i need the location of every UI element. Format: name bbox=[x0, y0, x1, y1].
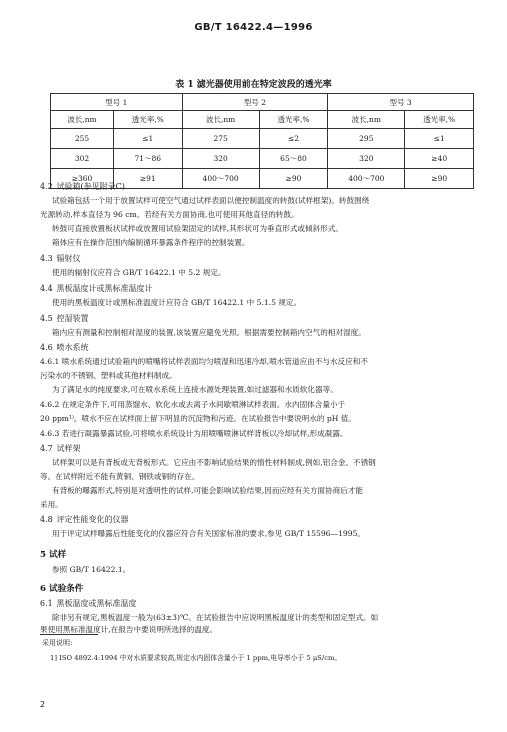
section-title: 辐射仪 bbox=[56, 254, 81, 263]
table-cell: ≥40 bbox=[405, 149, 474, 169]
column-header-wavelength: 波长,nm bbox=[182, 111, 259, 129]
section-4-7-line: 试样架可以是有背板或无背板形式。它应由不影响试验结果的惰性材料制成,例如,铝合金、不锈钢 bbox=[52, 458, 376, 467]
section-6-1-line: 除非另有规定,黑板温度一般为(63±3)℃。在试验报告中应说明黑板温度计的类型和固定型式。如 bbox=[52, 613, 379, 622]
column-header-transmittance: 透光率,% bbox=[405, 111, 474, 129]
table-cell: 302 bbox=[51, 149, 114, 169]
section-number: 4.7 bbox=[40, 444, 53, 453]
table-cell: 400～700 bbox=[328, 169, 405, 189]
section-4-7-line: 采用。 bbox=[40, 500, 63, 509]
table-cell: ≤2 bbox=[259, 129, 328, 149]
section-title: 试样 bbox=[48, 550, 67, 560]
section-4-7-line: 等。在试样附近不能有黄铜、钢铁或铜的存在。 bbox=[40, 472, 200, 481]
section-number: 4.6 bbox=[40, 343, 53, 352]
section-4-3-line: 使用的辐射仪应符合 GB/T 16422.1 中 5.2 规定。 bbox=[52, 268, 226, 277]
section-number: 4.8 bbox=[40, 515, 53, 524]
section-4-2-line: 光源转动,样本直径为 96 cm。若经有关方面协商,也可使用其他直径的转鼓。 bbox=[40, 210, 299, 219]
section-4-2-line: 箱体应有在操作范围内编制循环暴露条件程序的控制装置。 bbox=[52, 238, 250, 247]
section-title: 试验箱(参见附录C) bbox=[56, 182, 125, 191]
section-4-8-line: 用于评定试样曝露后性能变化的仪器应符合有关国家标准的要求,参见 GB/T 15596—1995。 bbox=[52, 529, 365, 538]
table-row bbox=[51, 129, 474, 149]
section-4-2-heading bbox=[40, 181, 125, 192]
section-4-6-1-line: 污染水的不锈钢、塑料或其他材料制成。 bbox=[40, 371, 177, 380]
table-cell: 400～700 bbox=[182, 169, 259, 189]
section-4-4-line: 使用的黑板温度计或黑标准温度计应符合 GB/T 16422.1 中 5.1.5 规定。 bbox=[52, 298, 302, 307]
section-4-2-line: 转鼓可直接放置板状试样或放置用试验架固定的试样,其形状可为垂直形式或倾斜形式。 bbox=[52, 224, 343, 233]
section-4-4-heading bbox=[40, 283, 153, 294]
section-number: 4.4 bbox=[40, 284, 53, 293]
section-text: 在规定条件下,可用蒸馏水、软化水或去离子水间歇喷淋试样表面。水内固体含量小于 bbox=[61, 400, 346, 409]
section-4-6-1-line: 为了满足水的纯度要求,可在喷水系统上连接水源处理装置,如过滤器和水质软化器等。 bbox=[52, 385, 338, 394]
table-cell: 275 bbox=[182, 129, 259, 149]
section-text: 若进行凝露暴露试验,可将喷水系统设计为用喷嘴喷淋试样背板以冷却试样,形成凝露。 bbox=[61, 429, 348, 438]
section-title: 控湿装置 bbox=[56, 314, 89, 323]
section-4-6-2-line: 20 ppm¹⁾。喷水不应在试样面上留下明显的沉淀物和污迹。在试验报告中要说明水的 pH 值。 bbox=[40, 414, 356, 423]
section-number: 6.1 bbox=[40, 599, 53, 608]
column-header-wavelength: 波长,nm bbox=[328, 111, 405, 129]
table-cell: ≤1 bbox=[113, 129, 182, 149]
standard-code-header: GB/T 16422.4—1996 bbox=[194, 22, 313, 33]
section-4-2-line: 试验箱包括一个用于放置试样可使空气通过试样表面以便控制温度的转鼓(试样框架)。转鼓围绕 bbox=[52, 196, 370, 205]
section-title: 喷水系统 bbox=[56, 343, 89, 352]
section-4-3-heading bbox=[40, 253, 81, 264]
section-4-7-heading bbox=[40, 443, 81, 454]
section-4-6-1-first-line bbox=[40, 356, 368, 367]
section-4-8-heading bbox=[40, 514, 129, 525]
section-number: 4.6.2 bbox=[40, 400, 60, 409]
footnote-heading: 采用说明: bbox=[42, 639, 73, 647]
section-6-heading bbox=[40, 582, 83, 594]
section-number: 4.3 bbox=[40, 254, 53, 263]
section-title: 黑板温度或黑标准温度 bbox=[56, 599, 137, 608]
section-number: 6 bbox=[40, 584, 46, 594]
filter-transmittance-table bbox=[50, 93, 474, 189]
section-4-6-heading bbox=[40, 342, 89, 353]
section-4-7-line: 有背板的曝露形式,特别是对透明性的试样,可能会影响试验结果,因而应经有关方面协商后才能 bbox=[52, 486, 363, 495]
table-cell: 320 bbox=[328, 149, 405, 169]
section-4-5-line: 箱内应有测量和控制相对湿度的装置,该装置应避免光照。根据需要控制箱内空气的相对湿度。 bbox=[52, 328, 366, 337]
section-title: 评定性能变化的仪器 bbox=[56, 515, 129, 524]
table-cell: 320 bbox=[182, 149, 259, 169]
section-number: 4.5 bbox=[40, 314, 53, 323]
section-5-heading bbox=[40, 548, 66, 560]
table-type-header: 型号 1 bbox=[51, 94, 183, 111]
table-type-row bbox=[51, 94, 474, 111]
table-cell: ≥360 bbox=[51, 169, 114, 189]
table-row bbox=[51, 149, 474, 169]
section-4-6-2-first-line bbox=[40, 399, 345, 410]
column-header-transmittance: 透光率,% bbox=[259, 111, 328, 129]
column-header-wavelength: 波长,nm bbox=[51, 111, 114, 129]
table-type-header: 型号 2 bbox=[182, 94, 328, 111]
page-number: 2 bbox=[40, 700, 46, 709]
section-number: 4.2 bbox=[40, 182, 53, 191]
section-5-line: 参照 GB/T 16422.1。 bbox=[52, 565, 131, 574]
section-number: 4.6.3 bbox=[40, 429, 60, 438]
section-4-5-heading bbox=[40, 313, 89, 324]
table-column-header-row bbox=[51, 111, 474, 129]
section-6-1-line: 果使用黑标准温度计,在报告中要说明所选择的温度。 bbox=[40, 625, 218, 634]
table-cell: ≤1 bbox=[405, 129, 474, 149]
section-text: 喷水系统通过试验箱内的喷嘴将试样表面均匀喷湿和迅速冷却,喷水管道应由不与水反应和不 bbox=[61, 357, 368, 366]
section-title: 试验条件 bbox=[48, 584, 84, 594]
table-cell: 295 bbox=[328, 129, 405, 149]
table-type-header: 型号 3 bbox=[328, 94, 474, 111]
footnote-text: 1] ISO 4892.4:1994 中对水质要求较高,规定水内固体含量小于 1 ppm,电导率小于 5 μS/cm。 bbox=[50, 654, 342, 662]
footnote-divider bbox=[40, 634, 98, 635]
section-number: 4.6.1 bbox=[40, 357, 60, 366]
table-cell: ≥90 bbox=[259, 169, 328, 189]
table-cell: ≥90 bbox=[405, 169, 474, 189]
section-number: 5 bbox=[40, 550, 46, 560]
table-cell: 65～80 bbox=[259, 149, 328, 169]
table-cell: ≥91 bbox=[113, 169, 182, 189]
section-title: 黑板温度计或黑标准温度计 bbox=[56, 284, 153, 293]
column-header-transmittance: 透光率,% bbox=[113, 111, 182, 129]
table-cell: 71～86 bbox=[113, 149, 182, 169]
table-caption: 表 1 滤光器使用前在特定波段的透光率 bbox=[175, 80, 332, 90]
table-cell: 255 bbox=[51, 129, 114, 149]
section-4-6-3-line bbox=[40, 428, 348, 439]
section-6-1-heading bbox=[40, 598, 137, 609]
section-title: 试样架 bbox=[56, 444, 81, 453]
